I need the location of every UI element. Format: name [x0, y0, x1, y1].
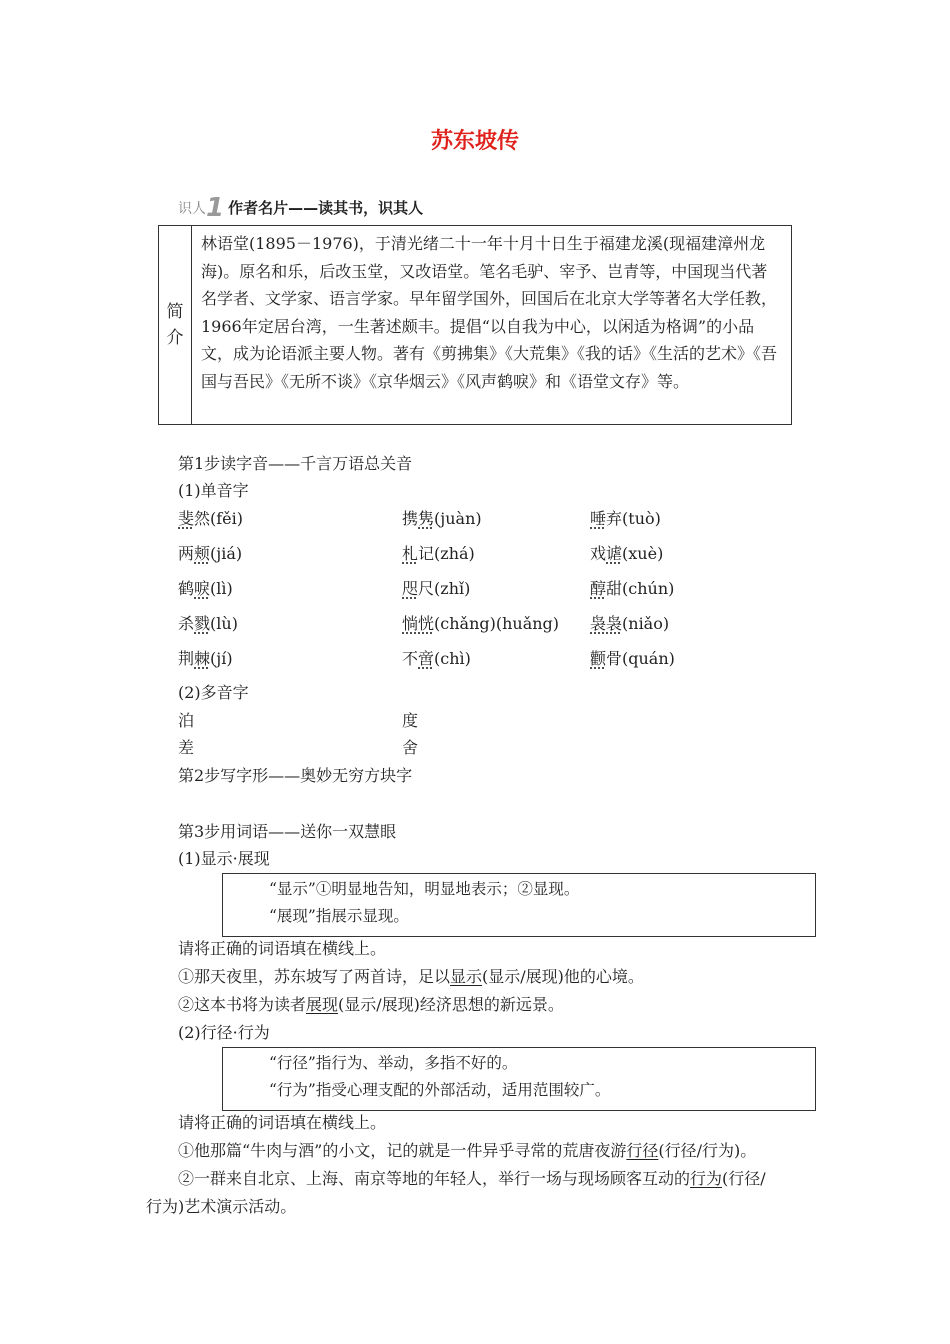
target-character: 隽 — [418, 509, 435, 528]
word-text: (niǎo) — [622, 614, 670, 633]
target-character: 戮 — [194, 614, 211, 633]
pronunciation-item — [590, 541, 663, 564]
pronunciation-item — [178, 506, 243, 529]
pronunciation-item — [178, 541, 242, 564]
target-character: 棘 — [194, 649, 211, 668]
step1-heading: 第1步读字音——千言万语总关音 — [178, 454, 413, 473]
word-text: 两 — [178, 544, 195, 563]
question-text: (显示/展现)他的心境。 — [482, 967, 644, 986]
word-text: 然(fěi) — [194, 509, 244, 528]
pinyin: (lì) — [210, 579, 233, 598]
word-text: 不 — [402, 649, 419, 668]
single-sound-subheading: (1)单音字 — [178, 481, 249, 500]
target-character: 颊 — [194, 544, 211, 563]
pronunciation-item — [590, 576, 674, 599]
target-character: 唳 — [194, 579, 211, 598]
definition-text: “行为”指受心理支配的外部活动，适用范围较广。 — [269, 1081, 611, 1099]
question-1-2 — [178, 992, 564, 1015]
bio-text: 林语堂(1895－1976)，于清光绪二十一年十月十日生于福建龙溪(现福建漳州龙海)。原名和乐，后改玉堂，又改语堂。笔名毛驴、宰予、岂青等，中国现当代著名学者、文学家、语言学家。早年留学国外，回国后在北京大学等著名大学任教，1966年定居台湾，一生著述颇丰。提倡“以自我为中心，以闲适为格调”的小品文，成为论语派主要人物。著有《剪拂集》《大荒集》《我的话》《生活的艺术》《吾国与吾民》《无所不谈》《京华烟云》《风声鹤唳》和《语堂文存》等。 — [201, 234, 778, 391]
bio-label-char-1: 简 — [166, 302, 184, 322]
answer-blank: 行为 — [690, 1169, 723, 1188]
word-text: 荆 — [178, 649, 195, 668]
bio-label-char-2: 介 — [166, 328, 184, 348]
definition-text: “显示”①明显地告知，明显地表示；②显现。 — [269, 880, 580, 898]
pronunciation-item — [590, 611, 669, 634]
pronunciation-item — [590, 506, 661, 529]
page-title: 苏东坡传 — [430, 129, 519, 154]
pinyin: (xuè) — [622, 544, 664, 563]
bio-label — [159, 226, 192, 424]
word-text: 骨(quán) — [606, 649, 675, 668]
word-text: 戏 — [590, 544, 607, 563]
pinyin: (lù) — [210, 614, 238, 633]
question-text: ②这本书将为读者 — [178, 995, 307, 1014]
word-text: 弃(tuò) — [606, 509, 661, 528]
pinyin: (jí) — [210, 649, 233, 668]
word-text: 鹤 — [178, 579, 195, 598]
fill-prompt: 请将正确的词语填在横线上。 — [178, 939, 387, 958]
definition-box-1 — [222, 873, 816, 937]
word-text: 杀 — [178, 614, 195, 633]
pronunciation-item — [402, 611, 559, 634]
question-text: (行径/ — [722, 1169, 766, 1188]
section-author-heading — [178, 193, 423, 223]
definition-box-2 — [222, 1047, 816, 1111]
word-text: 记(zhá) — [418, 544, 475, 563]
target-character: 札 — [402, 544, 419, 563]
step3-heading: 第3步用词语——送你一双慧眼 — [178, 822, 397, 841]
pronunciation-item — [402, 506, 482, 529]
question-2-2-continued: 行为)艺术演示活动。 — [146, 1197, 297, 1216]
author-bio-table — [158, 225, 792, 425]
question-2-1 — [178, 1138, 756, 1161]
section-heading-text: 作者名片——读其书，识其人 — [228, 199, 424, 217]
definition-text: “行径”指行为、举动，多指不好的。 — [269, 1054, 518, 1072]
polyphone-item: 泊 — [178, 711, 195, 730]
answer-blank: 行径 — [626, 1141, 659, 1160]
pronunciation-item — [402, 541, 475, 564]
pronunciation-item — [178, 646, 233, 669]
word-text: 甜(chún) — [606, 579, 675, 598]
pronunciation-item — [402, 576, 470, 599]
pronunciation-item — [590, 646, 675, 669]
word-text: 尺(zhǐ) — [418, 579, 471, 598]
definition-text: “展现”指展示显现。 — [269, 907, 409, 925]
section-tag: 识人 — [178, 201, 206, 217]
step2-heading: 第2步写字形——奥妙无穷方块字 — [178, 766, 413, 785]
question-text: ①他那篇“牛肉与酒”的小文，记的就是一件异乎寻常的荒唐夜游 — [178, 1141, 627, 1160]
target-character: 咫 — [402, 579, 419, 598]
pronunciation-item — [402, 646, 471, 669]
target-character: 斐 — [178, 509, 195, 528]
word-group-1-title: (1)显示·展现 — [178, 849, 270, 868]
polyphone-item: 舍 — [402, 738, 419, 757]
question-1-1 — [178, 964, 644, 987]
question-text: ②一群来自北京、上海、南京等地的年轻人，举行一场与现场顾客互动的 — [178, 1169, 691, 1188]
answer-blank: 显示 — [450, 967, 483, 986]
question-text: (显示/展现)经济思想的新远景。 — [338, 995, 564, 1014]
question-text: ①那天夜里，苏东坡写了两首诗，足以 — [178, 967, 451, 986]
pinyin: (juàn) — [434, 509, 482, 528]
question-2-2 — [178, 1166, 766, 1189]
target-character: 惝恍 — [402, 614, 435, 633]
fill-prompt: 请将正确的词语填在横线上。 — [178, 1113, 387, 1132]
target-character: 袅袅 — [590, 614, 623, 633]
pinyin: (jiá) — [210, 544, 243, 563]
target-character: 唾 — [590, 509, 607, 528]
polyphone-subheading: (2)多音字 — [178, 683, 249, 702]
pinyin: (chì) — [434, 649, 471, 668]
pronunciation-item — [178, 611, 238, 634]
polyphone-item: 差 — [178, 738, 195, 757]
question-text: (行径/行为)。 — [658, 1141, 757, 1160]
word-text: (chǎng)(huǎng) — [434, 614, 560, 633]
target-character: 谑 — [606, 544, 623, 563]
section-number: 1 — [206, 193, 225, 223]
word-text: 携 — [402, 509, 419, 528]
polyphone-item: 度 — [402, 711, 419, 730]
word-group-2-title: (2)行径·行为 — [178, 1023, 270, 1042]
pronunciation-item — [178, 576, 233, 599]
target-character: 醇 — [590, 579, 607, 598]
target-character: 啻 — [418, 649, 435, 668]
target-character: 颧 — [590, 649, 607, 668]
answer-blank: 展现 — [306, 995, 339, 1014]
